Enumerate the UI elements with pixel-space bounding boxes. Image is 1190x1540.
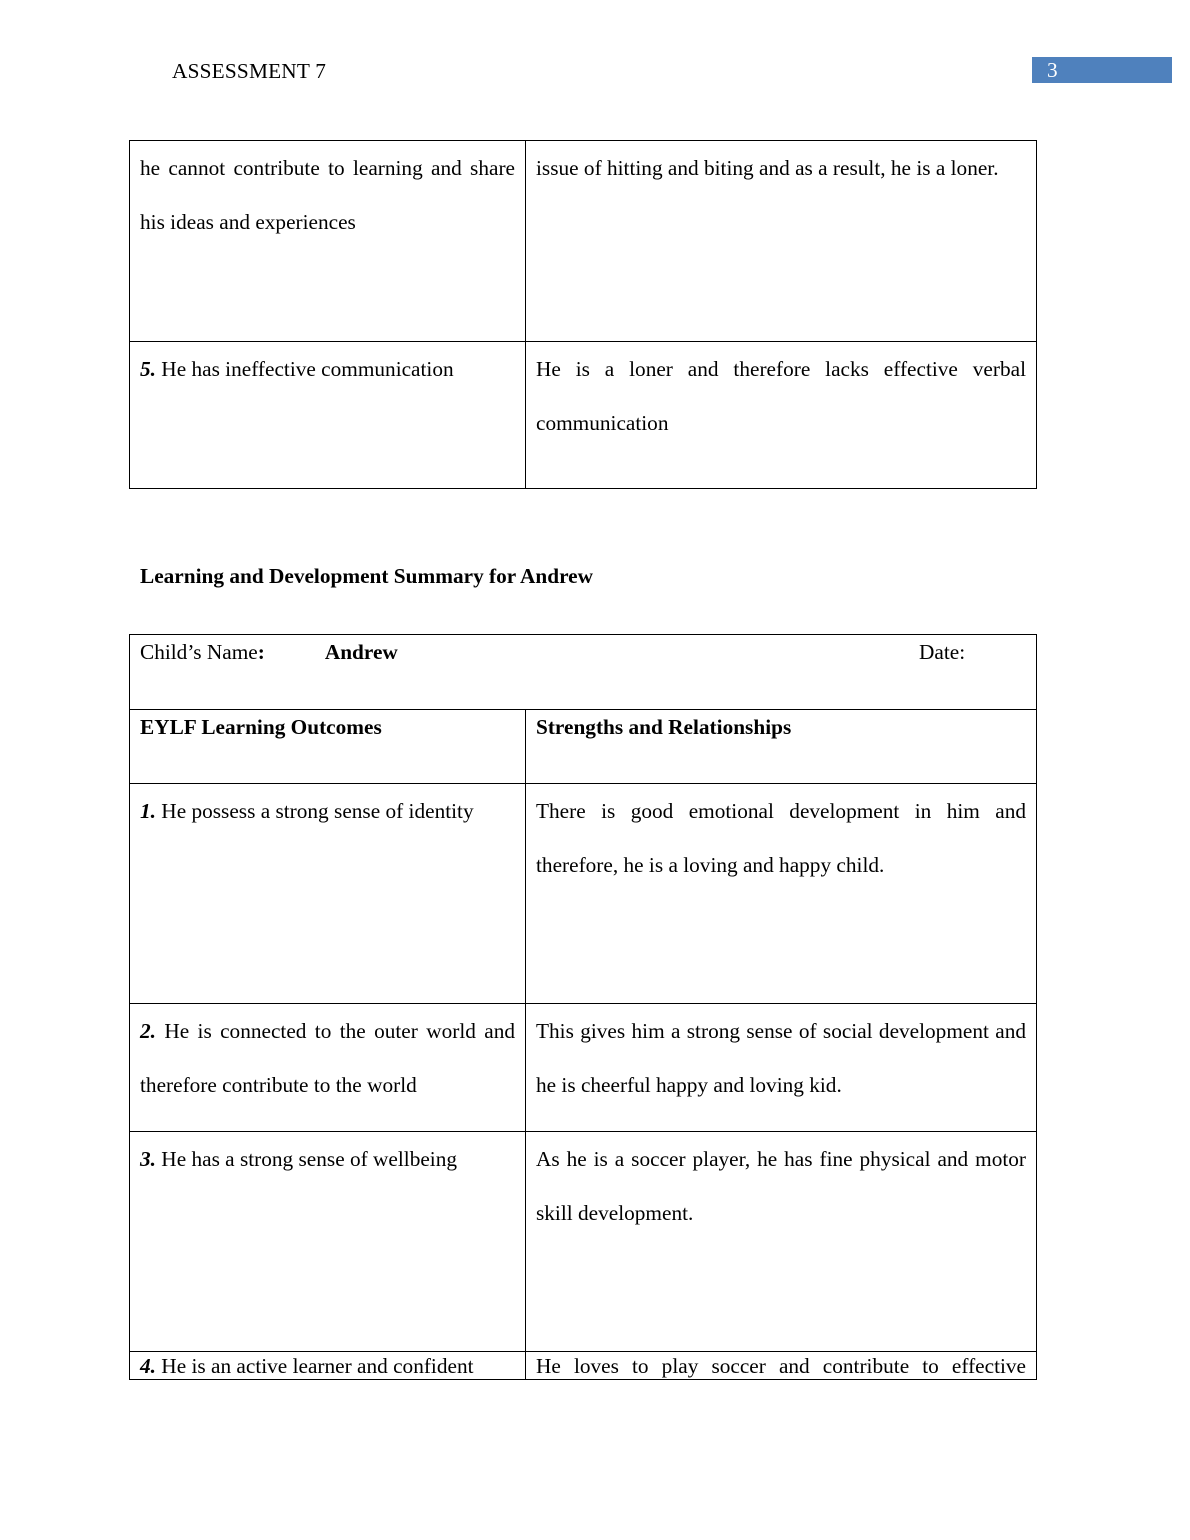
cell-text: This gives him a strong sense of social development and he is cheerful happy and loving kid. — [536, 1019, 1027, 1097]
cell-text: issue of hitting and biting and as a result, he is a loner. — [536, 156, 999, 180]
section-heading: Learning and Development Summary for Andrew — [140, 564, 593, 588]
table-cell — [526, 1132, 1037, 1352]
table-row — [130, 1352, 1037, 1380]
table-cell — [130, 784, 526, 1004]
summary-table — [129, 634, 1037, 1380]
table-cell — [526, 1352, 1037, 1380]
cell-text: He is an active learner and confident — [155, 1354, 474, 1378]
item-number: 1. — [140, 799, 156, 823]
item-number: 2. — [140, 1019, 156, 1043]
cell-text: As he is a soccer player, he has fine physical and motor skill development. — [536, 1147, 1027, 1225]
column-header: Strengths and Relationships — [526, 710, 1037, 784]
table-cell — [526, 1004, 1037, 1132]
child-name-value: Andrew — [324, 640, 398, 664]
column-header: EYLF Learning Outcomes — [130, 710, 526, 784]
running-header: ASSESSMENT 7 — [172, 59, 327, 83]
item-number: 4. — [140, 1354, 156, 1378]
cell-text: He loves to play soccer and contribute to effective — [536, 1354, 1027, 1378]
cell-text: He possess a strong sense of identity — [155, 799, 474, 823]
table-cell — [130, 635, 1037, 710]
table-cell — [526, 342, 1037, 489]
table-row — [130, 1004, 1037, 1132]
cell-text: He has ineffective communication — [155, 357, 454, 381]
table-cell — [130, 1004, 526, 1132]
table-cell — [130, 342, 526, 489]
continued-table — [129, 140, 1037, 489]
table-row — [130, 784, 1037, 1004]
item-number: 5. — [140, 357, 156, 381]
cell-text: He has a strong sense of wellbeing — [155, 1147, 458, 1171]
cell-text: He is connected to the outer world and therefore contribute to the world — [140, 1019, 515, 1097]
cell-text: There is good emotional development in him and therefore, he is a loving and happy child. — [536, 799, 1027, 877]
table-cell — [526, 784, 1037, 1004]
cell-text: he cannot contribute to learning and share his ideas and experiences — [140, 156, 515, 234]
item-number: 3. — [140, 1147, 156, 1171]
child-name-label: Child’s Name — [140, 640, 258, 664]
table-row — [130, 1132, 1037, 1352]
table-row — [130, 141, 1037, 342]
name-row — [130, 635, 1037, 710]
header-row — [130, 710, 1037, 784]
table-row — [130, 342, 1037, 489]
page-number: 3 — [1032, 57, 1172, 83]
table-cell — [130, 1352, 526, 1380]
cell-text: He is a loner and therefore lacks effective verbal communication — [536, 357, 1026, 435]
child-name-colon: : — [257, 640, 265, 664]
table-cell — [130, 141, 526, 342]
table-cell — [130, 1132, 526, 1352]
table-cell — [526, 141, 1037, 342]
date-label: Date: — [919, 640, 966, 664]
